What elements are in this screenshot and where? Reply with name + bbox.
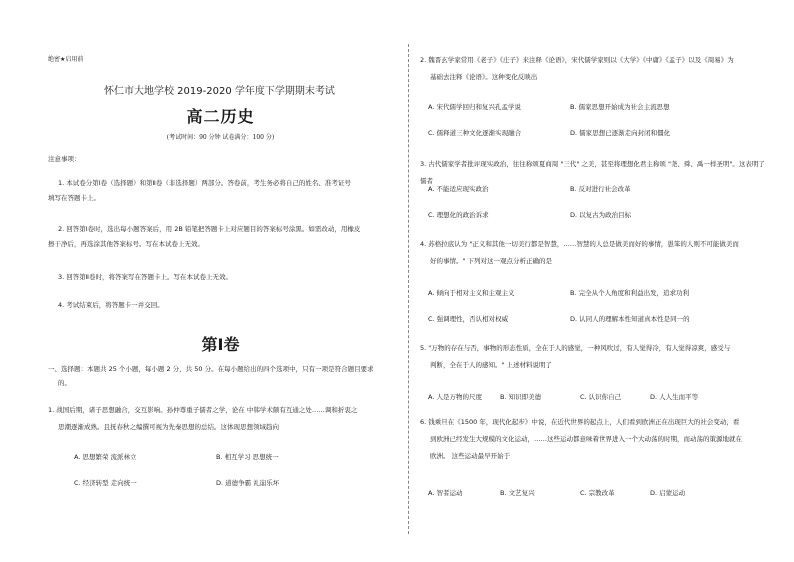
question-stem: 思潮逐渐成熟。且抚春秋之编撰可视为先秦思想的总结。这体现思想领域趋向 <box>58 423 279 431</box>
question-4-options <box>428 288 768 328</box>
question-stem: 3. 古代儒家学者批评现实政治，往往称颂夏商周 "三代" 之美，甚至将理想化君主称颂 "尧、舜、禹一样圣明"。这表明了儒者 <box>420 160 765 185</box>
option-b[interactable]: B. 相互学习 思想统一 <box>216 453 279 461</box>
option-d[interactable]: D. 启蒙运动 <box>650 489 686 497</box>
question-stem: 1. 战国后期，诸子思想融合，交互影响。孙仲尊重子儒者之学，论在 中韩学术颇有互通之处……调和折衷之 <box>48 406 358 414</box>
column-divider <box>408 44 409 534</box>
question-stem: 到欧洲已经发生大规模的文化运动，……这些运动都意味着世界进入一个大动荡的时期，而动荡的策源地就在 <box>430 435 742 443</box>
volume-title: 第Ⅰ卷 <box>201 335 240 354</box>
note-line: 擦干净后，再选涂其他答案标号。写在本试卷上无效。 <box>48 240 204 248</box>
question-stem: 2. 魏晋玄学家常用《老子》《庄子》来注释《论语》，宋代儒学家则以《大学》《中庸》《孟子》以及《周易》为 <box>420 56 734 64</box>
option-b[interactable]: B. 知识即美德 <box>500 393 542 401</box>
option-c[interactable]: C. 宗教改革 <box>580 489 615 497</box>
option-b[interactable]: B. 儒家思想开始成为社会主流思想 <box>570 103 670 111</box>
question-stem: 判断，全在于人的感知。" 上述材料说明了 <box>430 361 553 369</box>
question-4 <box>420 236 770 270</box>
question-1 <box>48 402 398 436</box>
note-item <box>48 298 396 313</box>
option-c[interactable]: C. 认识你自己 <box>580 393 622 401</box>
option-c[interactable]: C. 儒释道三种文化逐渐实现融合 <box>428 129 522 137</box>
secret-mark: 绝密★启用前 <box>48 56 84 63</box>
option-a[interactable]: A. 智者运动 <box>428 489 463 497</box>
section-instructions <box>48 362 396 390</box>
question-stem: 4. 苏格拉底认为 "正义和其他一切美行都是智慧，……智慧的人总是做美而好的事情，愚笨的人则不可能做美而 <box>420 240 739 248</box>
option-a[interactable]: A. 思想繁荣 流派林立 <box>74 453 137 461</box>
note-item <box>48 270 396 285</box>
question-6 <box>420 414 770 465</box>
option-a[interactable]: A. 人是万物的尺度 <box>428 393 482 401</box>
question-1-options <box>74 452 394 492</box>
section-line: 的。 <box>58 379 71 387</box>
option-c[interactable]: C. 强调理性，否认相对权威 <box>428 315 509 323</box>
option-d[interactable]: D. 儒家思想已逐渐走向封闭和僵化 <box>570 129 671 137</box>
option-a[interactable]: A. 倾向于相对主义和主观主义 <box>428 289 515 297</box>
school-title: 怀仁市大地学校 2019-2020 学年度下学期期末考试 <box>104 86 335 97</box>
option-a[interactable]: A. 不能适应现实政治 <box>428 185 489 193</box>
question-stem: 5. "万物的存在与否，事物的形态性质，全在于人的感觉，一种风吹过，有人觉得冷，有人觉得凉爽，感受与 <box>420 344 731 352</box>
note-line: 4. 考试结束后，将答题卡一并交回。 <box>58 301 164 309</box>
note-line: 3. 回答第Ⅱ卷时，将答案写在答题卡上。写在本试卷上无效。 <box>58 273 232 281</box>
option-b[interactable]: B. 完全从个人角度和利益出发，追求功利 <box>570 289 690 297</box>
question-stem: 好的事情。" 下列对这一观点分析正确的是 <box>430 257 553 265</box>
option-d[interactable]: D. 道德争霸 礼崩乐坏 <box>216 479 280 487</box>
option-c[interactable]: C. 理想化的政治诉求 <box>428 211 489 219</box>
notes-title: 注意事项： <box>48 155 81 163</box>
subject-title: 高二历史 <box>186 107 255 126</box>
question-stem: 基础去注释《论语》。这种变化反映出 <box>430 73 538 81</box>
note-line: 2. 回答第Ⅰ卷时，选出每小题答案后，用 2B 铅笔把答题卡上对应题目的答案标号涂黑。如需改动，用橡皮 <box>58 225 361 233</box>
note-item <box>48 176 396 206</box>
option-a[interactable]: A. 宋代儒学回归和复兴孔孟学说 <box>428 103 521 111</box>
exam-info: (考试时间：90 分钟 试卷满分：100 分) <box>166 134 275 141</box>
option-b[interactable]: B. 文艺复兴 <box>500 489 535 497</box>
question-5-options <box>428 392 768 406</box>
question-3-options <box>428 184 768 224</box>
option-d[interactable]: D. 认同人的理解本性知道真本性是同一的 <box>570 315 690 323</box>
question-stem: 欧洲。 这些运动最早开始于 <box>430 452 511 460</box>
question-5 <box>420 340 770 374</box>
note-line: 填写在答题卡上。 <box>48 194 100 202</box>
option-b[interactable]: B. 反对进行社会改革 <box>570 185 631 193</box>
section-line: 一、选择题：本题共 25 个小题，每小题 2 分，共 50 分。在每小题给出的四个选项中，只有一项是符合题目要求 <box>48 365 374 373</box>
option-d[interactable]: D. 人人生而平等 <box>650 393 699 401</box>
option-c[interactable]: C. 经济转型 走向统一 <box>74 479 137 487</box>
question-2-options <box>428 102 768 142</box>
note-item <box>48 222 396 252</box>
option-d[interactable]: D. 以复古为政治目标 <box>570 211 632 219</box>
question-stem: 6. 钱乘旦在《1500 年，现代化起步》中说，在近代世界的起点上，人们看到欧洲正在出现巨大的社会变动，看 <box>420 418 740 426</box>
note-line: 1. 本试卷分第Ⅰ卷（选择题）和第Ⅱ卷（非选择题）两部分。答卷前，考生务必将自己的姓名、准考证号 <box>58 179 351 187</box>
question-6-options <box>428 488 768 502</box>
question-2 <box>420 52 770 86</box>
